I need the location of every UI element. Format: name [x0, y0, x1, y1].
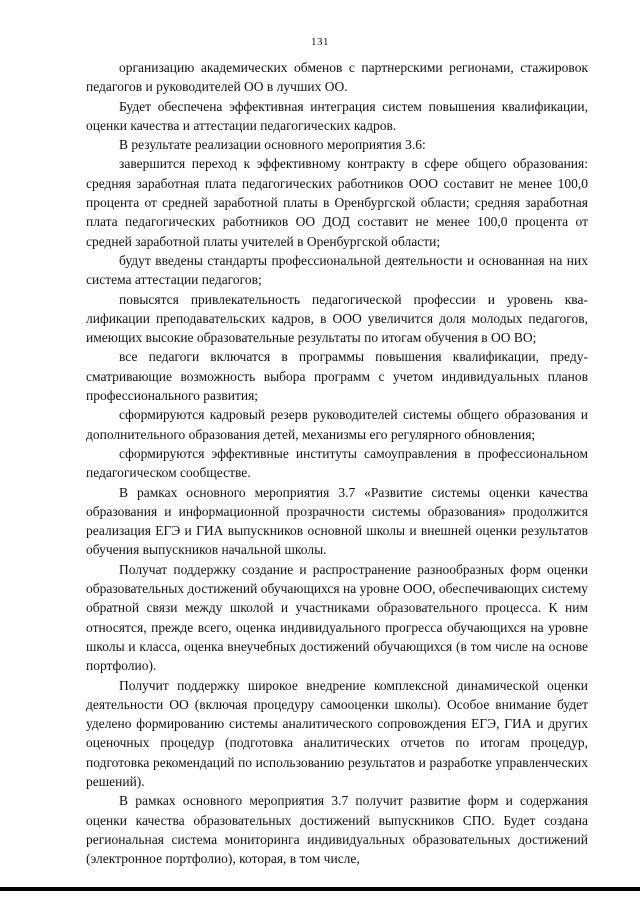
paragraph-8: сформируются кадровый резерв руководителей системы общего образования и дополнительного образования детей, механизмы его регулярного обновления; [86, 407, 588, 442]
paragraph-6: повысятся привлекательность педагогической профессии и уровень квалификации преподавательских кадров, в ООО увеличится доля молодых педагогов, имеющих высокие образовательные результаты по итогам обучения в ОО ВО; [86, 291, 588, 346]
paragraph-10: В рамках основного мероприятия 3.7 «Развитие системы оценки качества образования и информационной прозрачности системы образования» продолжится реализация ЕГЭ и ГИА выпускников основной школы и внешней оценки результатов обучения выпускников начальной школы. [86, 484, 588, 558]
paragraph-13: В рамках основного мероприятия 3.7 получит развитие форм и содержания оценки качества образовательных достижений выпускников СПО. Будет создана региональная система мониторинга индивидуальных образовательных достижений (электронное портфолио), которая, в том числе, [86, 793, 588, 867]
paragraph-11: Получат поддержку создание и распространение разнообразных форм оценки образовательных достижений обучающихся на уровне ООО, обеспечивающих систему обратной связи между школой и участниками образовательного процесса. К ним относятся, прежде всего, оценка индивидуального прогресса обучающихся на уровне школы и класса, оценка внеучебных достижений обучающихся (в том числе на основе портфолио). [86, 561, 588, 674]
bottom-scan-edge [0, 887, 640, 891]
paragraph-3: В результате реализации основного мероприятия 3.6: [119, 137, 426, 153]
paragraph-2: Будет обеспечена эффективная интеграция систем повышения квалификации, оценки качества и аттестации педагогических кадров. [86, 98, 588, 133]
paragraph-1: организацию академических обменов с партнерскими регионами, стажировок педагогов и руководителей ОО в лучших ОО. [86, 60, 588, 95]
paragraph-12: Получит поддержку широкое внедрение комплексной динамической оценки деятельности ОО (включая процедуру самооценки школы). Особое внимание будет уделено формированию системы аналитического сопровождения ЕГЭ, ГИА и других оценочных процедур (подготовка аналитических отчетов по итогам процедур, подготовка рекомендаций по использованию результатов и разработке управленческих решений). [86, 677, 588, 789]
paragraph-7: все педагоги включатся в программы повышения квалификации, предусматривающие возможность выбора программ с учетом индивидуальных планов профессионального развития; [86, 349, 588, 404]
body-text [86, 58, 588, 868]
paragraph-9: сформируются эффективные институты самоуправления в профессиональном педагогическом сообществе. [86, 445, 588, 481]
paragraph-4: завершится переход к эффективному контракту в сфере общего образования: средняя заработная плата педагогических работников ООО составит не менее 100,0 процента от средней заработной платы в Оренбургской области; средняя заработная плата педагогических работников ОО ДОД составит не менее 100,0 процента от средней заработной платы учителей в Оренбургской области; [86, 156, 588, 249]
paragraph-5: будут введены стандарты профессиональной деятельности и основанная на них система аттестации педагогов; [86, 252, 588, 288]
page-number: 131 [311, 36, 329, 48]
